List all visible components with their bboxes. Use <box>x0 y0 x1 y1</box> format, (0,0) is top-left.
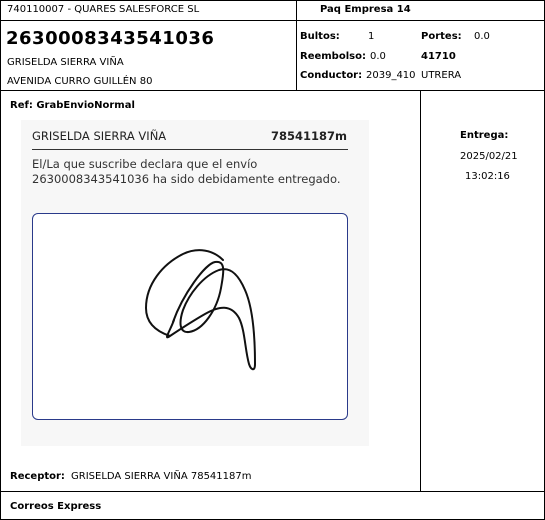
bultos-label: Bultos: <box>300 31 340 42</box>
divider-header <box>0 20 545 21</box>
delivery-date: 2025/02/21 <box>460 151 518 162</box>
divider-info <box>0 90 545 91</box>
proof-title-rule <box>32 149 348 150</box>
portes-label: Portes: <box>421 31 462 42</box>
carrier-name: Correos Express <box>10 501 102 512</box>
city: UTRERA <box>421 70 462 81</box>
proof-recipient-code: 78541187m <box>271 129 347 143</box>
portes-value: 0.0 <box>474 31 490 42</box>
proof-recipient-name: GRISELDA SIERRA VIÑA <box>32 129 167 143</box>
delivery-label: Entrega: <box>460 130 509 141</box>
recipient-address: AVENIDA CURRO GUILLÉN 80 <box>7 76 153 87</box>
reembolso-label: Reembolso: <box>300 51 366 62</box>
reembolso-value: 0.0 <box>370 51 386 62</box>
client-name: 740110007 - QUARES SALESFORCE SL <box>7 4 200 15</box>
service-name: Paq Empresa 14 <box>320 4 411 15</box>
delivery-declaration <box>32 157 362 187</box>
divider-delivery-column <box>420 90 421 491</box>
conductor-label: Conductor: <box>300 70 363 81</box>
signature-box <box>32 213 348 420</box>
signature <box>33 214 347 419</box>
bultos-value: 1 <box>368 31 375 42</box>
receptor-label: Receptor: <box>10 471 65 482</box>
receptor-value: GRISELDA SIERRA VIÑA 78541187m <box>71 471 252 482</box>
postal-code: 41710 <box>421 51 456 62</box>
conductor-value: 2039_410 <box>366 70 416 81</box>
proof-of-delivery-image <box>21 120 369 446</box>
tracking-number: 2630008343541036 <box>6 28 215 49</box>
recipient-name: GRISELDA SIERRA VIÑA <box>7 57 124 68</box>
divider-header-vertical <box>296 0 297 90</box>
declaration-line-1: El/La que suscribe declara que el envío <box>32 157 258 171</box>
divider-footer <box>0 491 545 492</box>
reference: Ref: GrabEnvioNormal <box>10 100 135 111</box>
delivery-time: 13:02:16 <box>465 171 510 182</box>
declaration-line-2: 2630008343541036 ha sido debidamente entregado. <box>32 172 341 186</box>
